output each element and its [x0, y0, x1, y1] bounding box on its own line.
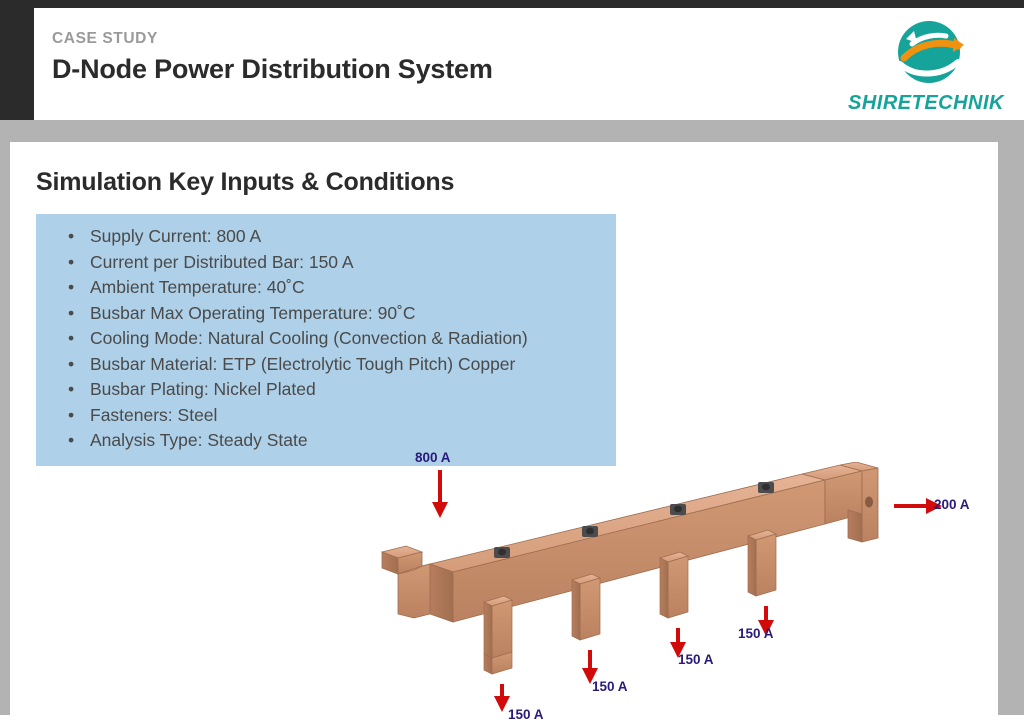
bullet-marker: •	[68, 404, 75, 425]
list-item	[46, 326, 606, 352]
key-inputs-box	[36, 214, 616, 466]
logo-wordmark: SHIRETECHNIK	[847, 92, 1004, 114]
bullet-marker: •	[68, 302, 75, 323]
bullet-marker: •	[68, 328, 75, 348]
bullet-marker: •	[68, 353, 75, 374]
busbar-3d-illustration	[370, 462, 998, 715]
page-title: D-Node Power Distribution System	[52, 54, 493, 84]
list-item-text: Fasteners: Steel	[90, 404, 218, 425]
list-item	[46, 275, 606, 301]
left-spine	[0, 0, 34, 120]
content-card	[10, 142, 998, 722]
eyebrow-label: CASE STUDY	[52, 30, 158, 47]
bullet-marker: •	[68, 379, 75, 399]
label-tap-4: 150 A	[738, 626, 774, 641]
list-item	[46, 428, 606, 454]
key-inputs-list	[46, 224, 606, 454]
list-item-text: Busbar Plating: Nickel Plated	[90, 379, 316, 399]
header-text-block	[52, 30, 493, 85]
list-item-text: Analysis Type: Steady State	[90, 430, 308, 450]
list-item	[46, 301, 606, 327]
list-item-text: Supply Current: 800 A	[90, 226, 262, 246]
list-item	[46, 377, 606, 403]
label-tap-1: 150 A	[508, 707, 544, 722]
company-logo	[836, 14, 1016, 122]
top-strip	[0, 0, 1024, 8]
list-item-text: Ambient Temperature: 40˚C	[90, 277, 305, 297]
bullet-marker: •	[68, 251, 75, 272]
list-item-text: Busbar Material: ETP (Electrolytic Tough Pitch) Copper	[90, 353, 516, 374]
globe-swoosh-icon	[884, 14, 970, 94]
bullet-marker: •	[68, 277, 75, 297]
list-item-text: Busbar Max Operating Temperature: 90˚C	[90, 302, 416, 323]
bullet-marker: •	[68, 226, 75, 246]
busbar-figure	[370, 450, 998, 722]
list-item	[46, 352, 606, 378]
label-tap-3: 150 A	[678, 652, 714, 667]
list-item-text: Current per Distributed Bar: 150 A	[90, 251, 354, 272]
list-item	[46, 250, 606, 276]
label-tap-2: 150 A	[592, 679, 628, 694]
list-item	[46, 403, 606, 429]
label-supply-current: 800 A	[415, 450, 451, 465]
list-item-text: Cooling Mode: Natural Cooling (Convection & Radiation)	[90, 328, 528, 348]
bullet-marker: •	[68, 430, 75, 450]
list-item	[46, 224, 606, 250]
slide-header	[34, 8, 1024, 120]
section-title: Simulation Key Inputs & Conditions	[36, 168, 455, 196]
label-output-right: 200 A	[934, 497, 970, 512]
